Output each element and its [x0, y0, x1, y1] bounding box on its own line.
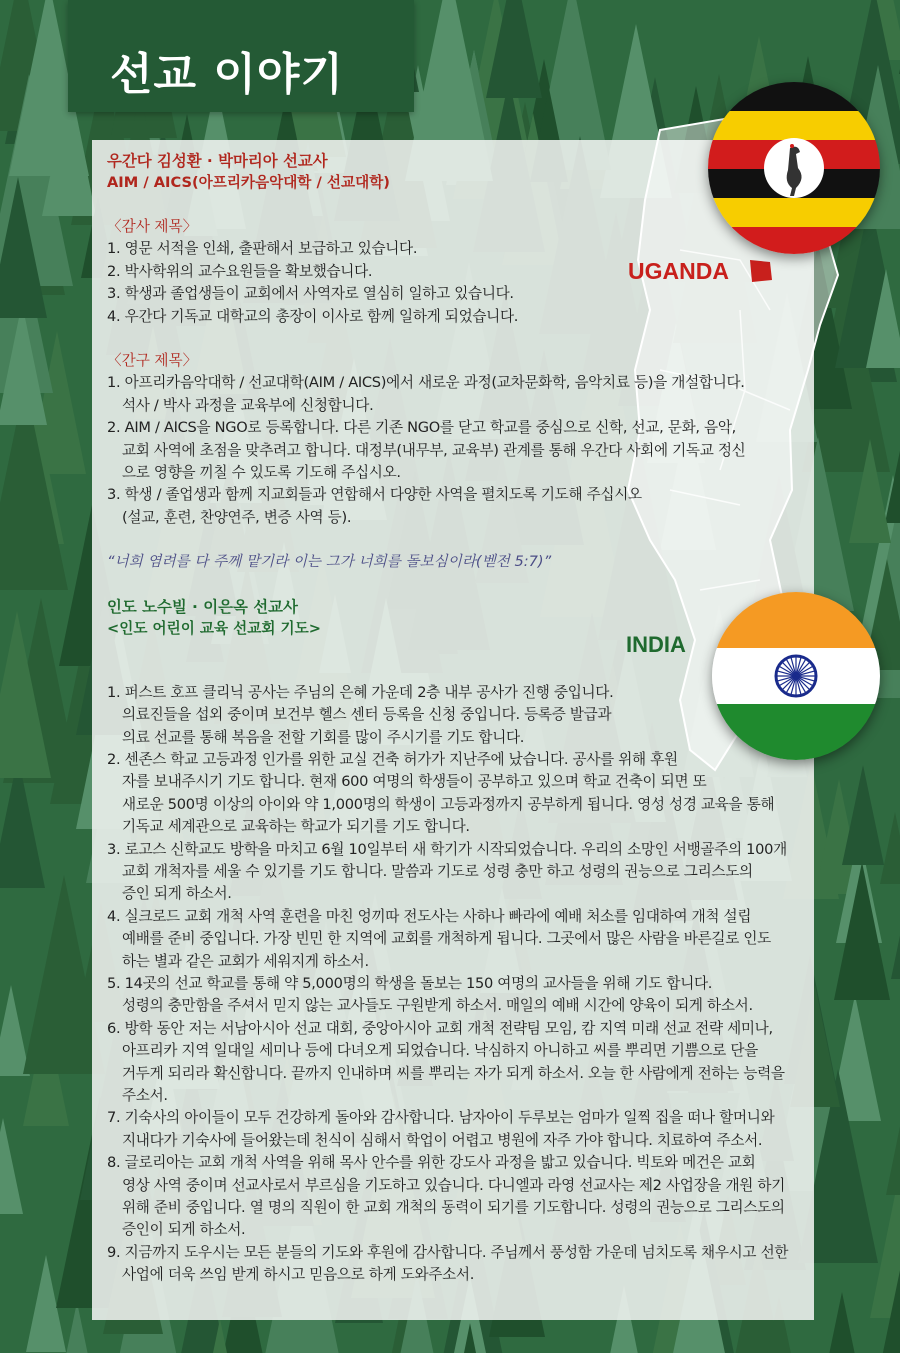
list-item	[107, 682, 815, 749]
list-item-line: 4. 실크로드 교회 개척 사역 훈련을 마친 엉끼따 전도사는 사하나 빠라에 예배 처소를 임대하여 개척 설립	[107, 907, 752, 925]
list-item	[107, 1107, 815, 1152]
list-item-line: 석사 / 박사 과정을 교육부에 신청합니다.	[122, 396, 374, 414]
list-item-line: 3. 학생 / 졸업생과 함께 지교회들과 연합해서 다양한 사역을 펼치도록 기도해 주십시오	[107, 486, 642, 504]
bible-verse: “너희 염려를 다 주께 맡기라 이는 그가 너희를 돌보심이라(벧전 5:7)”	[107, 553, 552, 571]
uganda-thanks-heading: 〈감사 제목〉	[107, 218, 198, 235]
list-item-line: 의료 선교를 통해 복음을 전할 기회를 많이 주시기를 기도 합니다.	[122, 728, 525, 746]
list-item-line: 6. 방학 동안 저는 서남아시아 선교 대회, 중앙아시아 교회 개척 전략팀 모임, 캄 지역 미래 선교 전략 세미나,	[107, 1019, 773, 1037]
india-country-label: INDIA	[626, 632, 686, 657]
list-item	[107, 484, 815, 529]
list-item	[107, 372, 815, 417]
list-item-line: 1. 퍼스트 호프 클리닉 공사는 주님의 은혜 가운데 2층 내부 공사가 진행 중입니다.	[107, 683, 614, 701]
article-body	[107, 150, 815, 1287]
uganda-thanks-list	[107, 238, 815, 328]
list-item	[107, 1242, 815, 1287]
tree-decoration	[886, 1004, 900, 1195]
list-item-line: 7. 기숙사의 아이들이 모두 건강하게 돌아와 감사합니다. 남자아이 두루보는 엄마가 일찍 집을 떠나 할머니와	[107, 1109, 775, 1127]
tree-decoration	[834, 862, 890, 1000]
list-item-line: 아프리카 지역 일대일 세미나 등에 다녀오게 되었습니다. 낙심하지 아니하고 씨를 뿌리면 기쁨으로 단을	[122, 1042, 758, 1060]
tree-decoration	[186, 1319, 254, 1353]
list-item-line: 교회 사역에 초점을 맞추려고 합니다. 대정부(내무부, 교육부) 관계를 통해 우간다 사회에 기독교 정신	[122, 441, 746, 459]
list-item-line: (설교, 훈련, 찬양연주, 변증 사역 등).	[122, 508, 352, 526]
list-item	[107, 749, 815, 839]
tree-decoration	[0, 177, 47, 318]
uganda-missionary-name: 우간다 김성환 · 박마리아 선교사	[107, 152, 328, 170]
list-item-line: 성령의 충만함을 주셔서 믿지 않는 교사들도 구원받게 하소서. 매일의 예배 시간에 양육이 되게 하소서.	[122, 997, 753, 1015]
india-subtitle: <인도 어린이 교육 선교회 기도>	[107, 619, 321, 637]
list-item: 1. 영문 서적을 인쇄, 출판해서 보급하고 있습니다.	[107, 240, 418, 258]
uganda-organization: AIM / AICS(아프리카음악대학 / 선교대학)	[107, 174, 390, 191]
tree-decoration	[0, 1118, 23, 1214]
list-item: 2. 박사학위의 교수요원들을 확보했습니다.	[107, 262, 373, 280]
list-item	[107, 839, 815, 906]
india-missionary-name: 인도 노수빌 · 이은옥 선교사	[107, 597, 298, 616]
list-item-line: 새로운 500명 이상의 아이와 약 1,000명의 학생이 고등과정까지 공부하게 됩니다. 영성 성경 교육을 통해	[122, 795, 775, 813]
tree-decoration	[0, 611, 51, 778]
list-item-line: 2. AIM / AICS을 NGO로 등록합니다. 다른 기존 NGO를 닫고 학교를 중심으로 신학, 선교, 문화, 음악,	[107, 419, 736, 437]
list-item	[107, 417, 815, 484]
list-item-line: 증인이 되게 하소서.	[122, 1221, 246, 1239]
list-item	[107, 1152, 815, 1242]
tree-decoration	[849, 439, 891, 543]
page-title: 선교 이야기	[110, 49, 344, 100]
tree-decoration	[812, 1292, 872, 1353]
list-item: 3. 학생과 졸업생들이 교회에서 사역자로 열심히 일하고 있습니다.	[107, 285, 514, 303]
list-item-line: 1. 아프리카음악대학 / 선교대학(AIM / AICS)에서 새로운 과정(교차문화학, 음악치료 등)을 개설합니다.	[107, 374, 745, 392]
list-item-line: 자를 보내주시기 기도 합니다. 현재 600 여명의 학생들이 공부하고 있으며 학교 건축이 되면 또	[122, 773, 707, 791]
title-banner	[68, 0, 414, 112]
tree-decoration	[866, 269, 900, 368]
list-item-line: 교회 개척자를 세울 수 있기를 기도 합니다. 말씀과 기도로 성령 충만 하고 성령의 권능으로 그리스도의	[122, 862, 753, 880]
list-item-line: 주소서.	[122, 1087, 168, 1104]
list-item	[107, 906, 815, 973]
list-item-line: 의료진들을 섭외 중이며 보건부 헬스 센터 등록을 신청 중입니다. 등록증 발급과	[122, 706, 612, 724]
list-item-line: 기독교 세계관으로 교육하는 학교가 되기를 기도 합니다.	[122, 818, 470, 836]
list-item-line: 위해 준비 중입니다. 열 명의 직원이 한 교회 개척의 동력이 되기를 기도합니다. 성령의 권능으로 그리스도의	[122, 1199, 785, 1217]
list-item: 4. 우간다 기독교 대학교의 총장이 이사로 함께 일하게 되었습니다.	[107, 307, 519, 325]
list-item-line: 5. 14곳의 선교 학교를 통해 약 5,000명의 학생을 돌보는 150 여명의 교사들을 위해 기도 합니다.	[107, 974, 713, 992]
list-item-line: 하는 별과 같은 교회가 세워지게 하소서.	[122, 952, 369, 970]
uganda-prayer-list	[107, 372, 815, 529]
list-item-line: 영상 사역 중이며 선교사로서 부르심을 기도하고 있습니다. 다니엘과 라영 선교사는 제2 사업장을 개원 하기	[122, 1176, 786, 1194]
list-item-line: 증인 되게 하소서.	[122, 885, 232, 903]
list-item-line: 으로 영향을 끼칠 수 있도록 기도해 주십시오.	[122, 464, 401, 482]
list-item-line: 9. 지금까지 도우시는 모든 분들의 기도와 후원에 감사합니다. 주님께서 풍성함 가운데 넘치도록 채우시고 선한	[107, 1243, 789, 1261]
list-item-line: 예배를 준비 중입니다. 가장 빈민 한 지역에 교회를 개척하게 됩니다. 그곳에서 많은 사람을 바른길로 인도	[122, 930, 771, 948]
list-item-line: 거두게 되리라 확신합니다. 끝까지 인내하며 씨를 뿌리는 자가 되게 하소서. 오늘 한 사람에게 전하는 능력을	[122, 1064, 785, 1082]
uganda-country-label: UGANDA	[628, 258, 729, 284]
list-item-line: 사업에 더욱 쓰임 받게 하시고 믿음으로 하게 도와주소서.	[122, 1266, 475, 1284]
list-item-line: 8. 글로리아는 교회 개척 사역을 위해 목사 안수를 위한 강도사 과정을 밟고 있습니다. 빅토와 메건은 교회	[107, 1154, 756, 1172]
list-item	[107, 1018, 815, 1108]
uganda-prayer-heading: 〈간구 제목〉	[107, 352, 198, 370]
list-item	[107, 973, 815, 1018]
india-prayer-list	[107, 682, 815, 1287]
tree-decoration	[881, 1222, 900, 1353]
list-item-line: 지내다가 기숙사에 들어왔는데 천식이 심해서 학업이 어렵고 병원에 자주 가야 합니다. 치료하여 주소서.	[122, 1131, 763, 1149]
tree-decoration	[0, 303, 47, 425]
list-item-line: 3. 로고스 신학교도 방학을 마치고 6월 10일부터 새 학기가 시작되었습니다. 우리의 소망인 서뱅골주의 100개	[107, 840, 787, 858]
list-item-line: 2. 센존스 학교 고등과정 인가를 위한 교실 건축 허가가 지난주에 났습니다. 공사를 위해 후원	[107, 750, 678, 768]
